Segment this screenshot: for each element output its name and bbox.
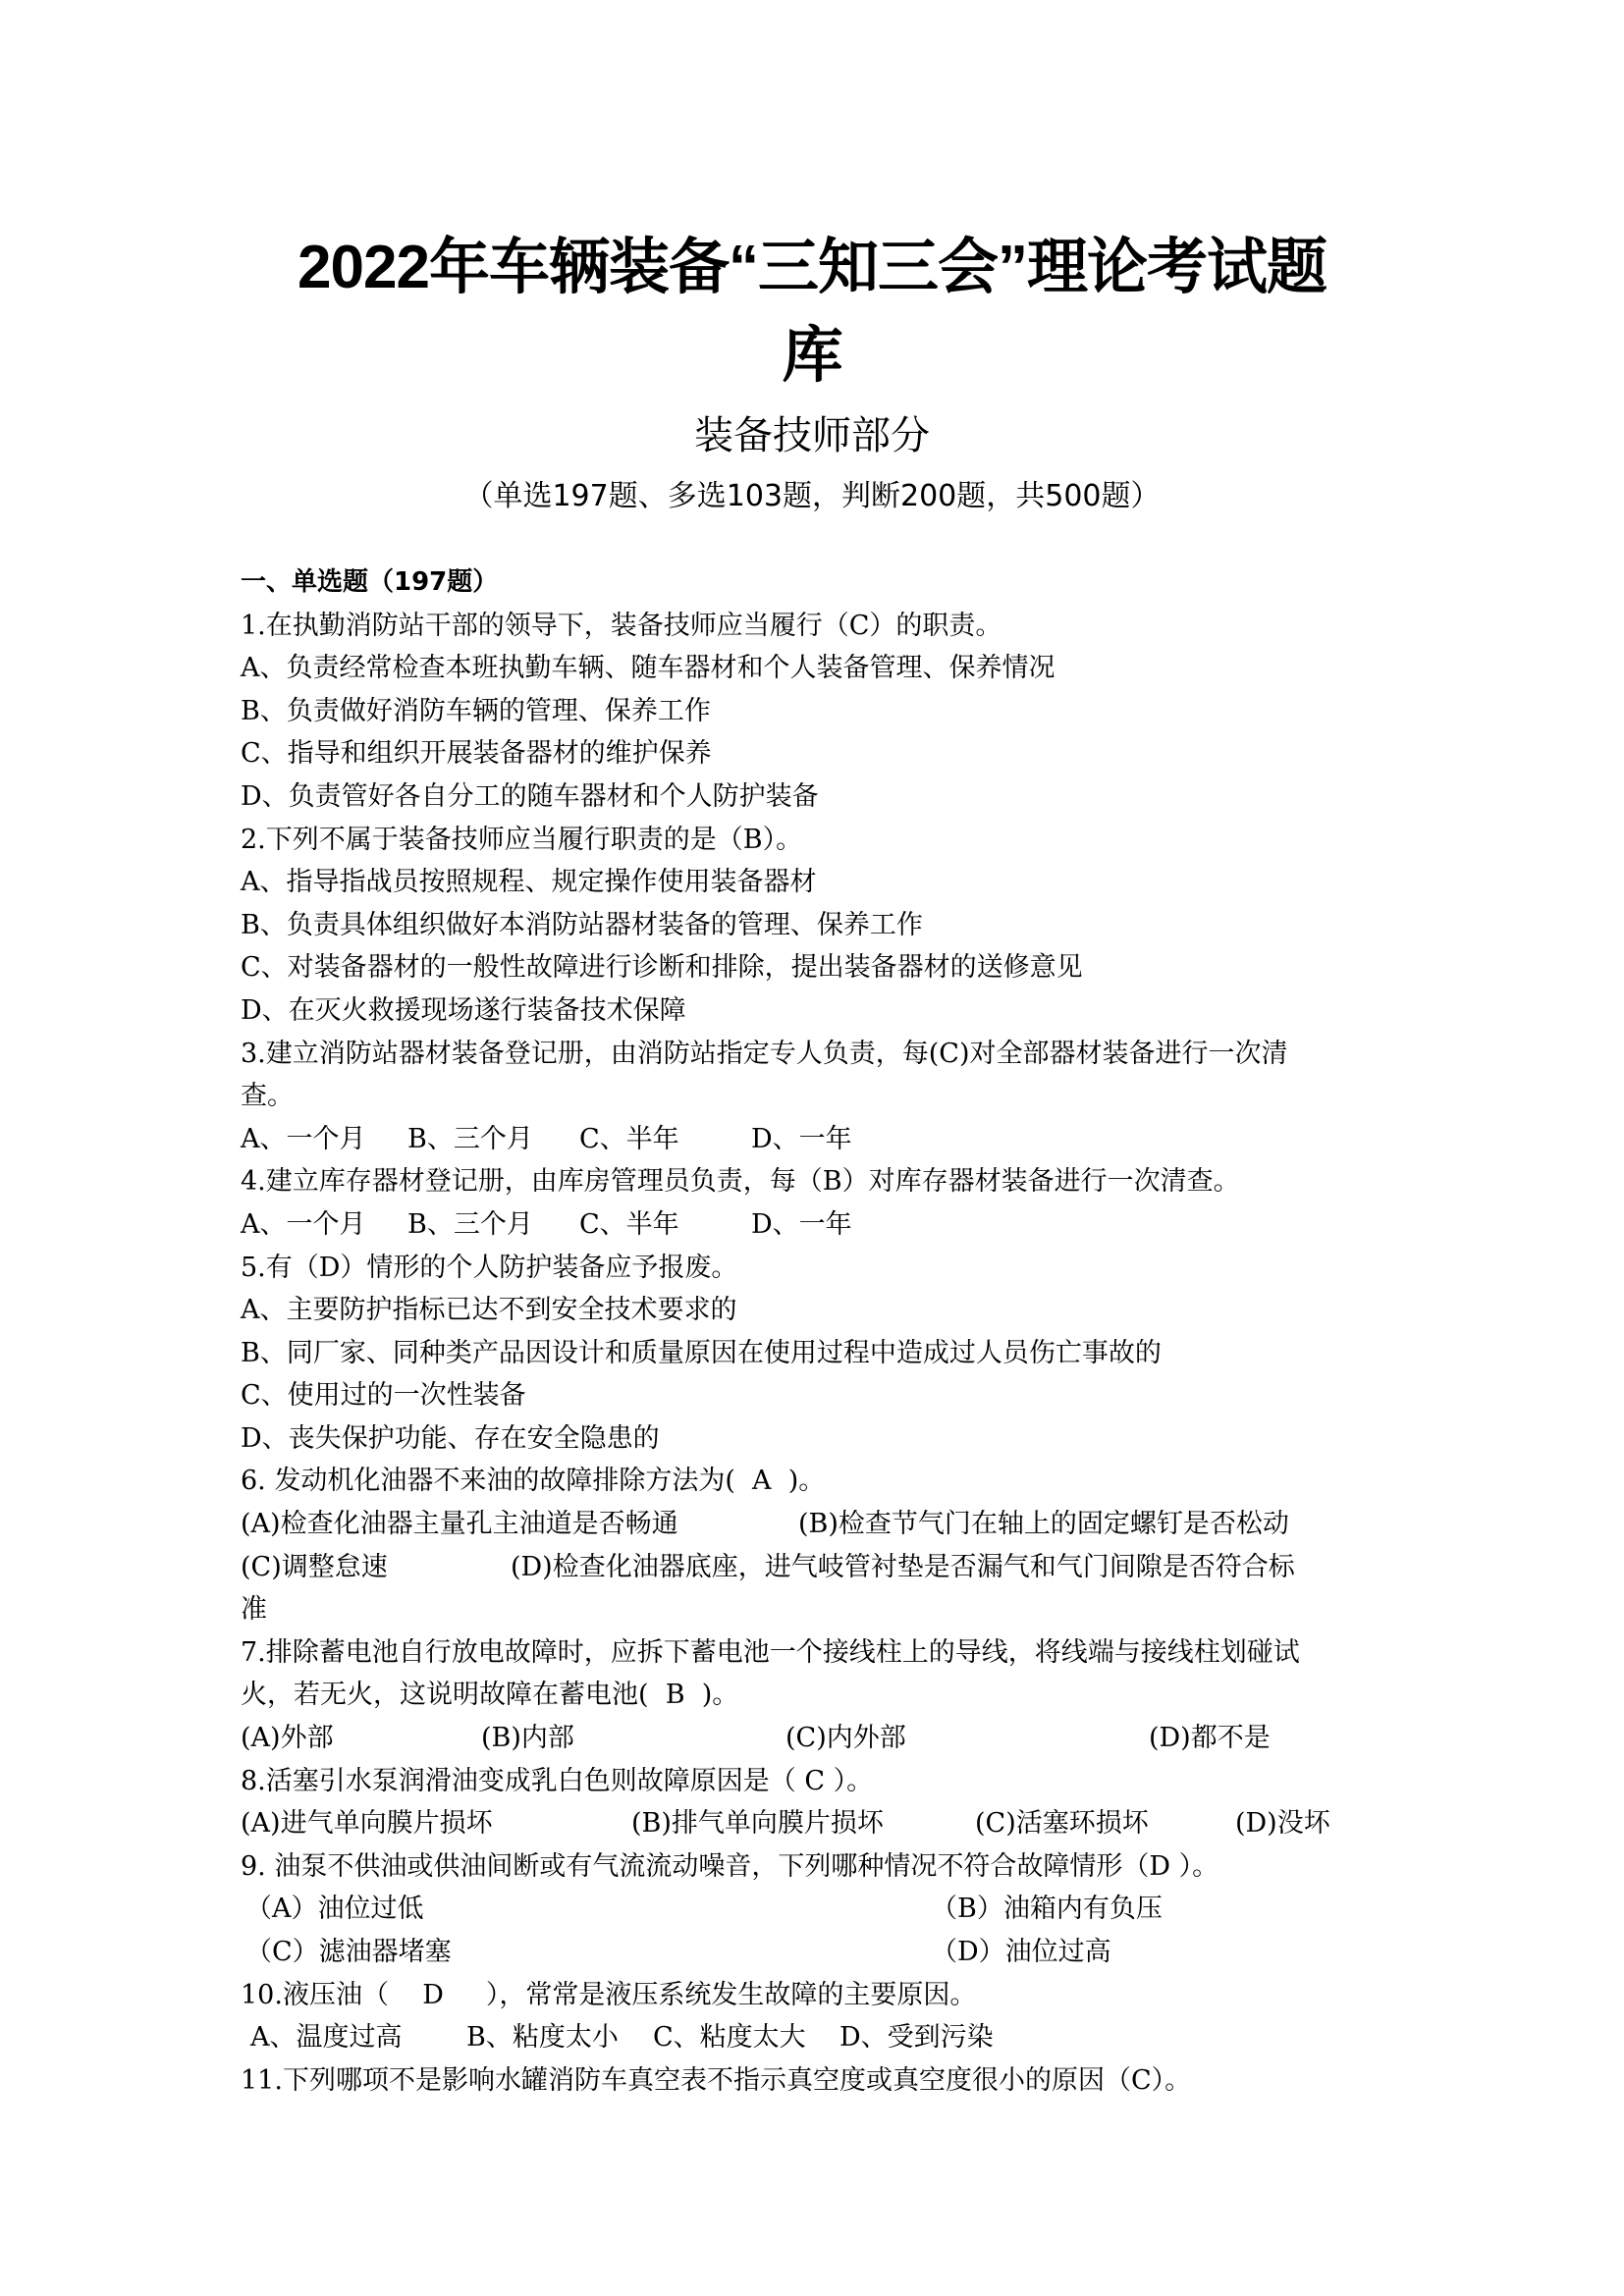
question-option: A、温度过高 [250, 2022, 403, 2054]
question-option: B、负责做好消防车辆的管理、保养工作 [241, 695, 711, 726]
document-title-line1: 2022年车辆装备“三知三会”理论考试题 [298, 234, 1326, 301]
question-option: C、半年 [579, 1208, 679, 1240]
question-stem: 5.有（D）情形的个人防护装备应予报废。 [241, 1252, 738, 1283]
question-options-row [241, 2016, 1399, 2059]
question-option: （C）滤油器堵塞 [245, 1937, 452, 1967]
question-option: B、负责具体组织做好本消防站器材装备的管理、保养工作 [241, 909, 923, 940]
question-stem: 9. 油泵不供油或供油间断或有气流流动噪音，下列哪种情况不符合故障情形（D ）。 [241, 1850, 1219, 1882]
question-option-continuation: 准 [241, 1594, 267, 1626]
question-option: (A)检查化油器主量孔主油道是否畅通 [241, 1509, 678, 1540]
question-option: B、三个月 [407, 1208, 533, 1240]
question-stem: 2.下列不属于装备技师应当履行职责的是（B）。 [241, 824, 803, 855]
question-stem-continuation: 火，若无火，这说明故障在蓄电池( B )。 [241, 1680, 739, 1711]
question-option: D、丧失保护功能、存在安全隐患的 [241, 1422, 660, 1454]
question-option: D、在灭火救援现场遂行装备技术保障 [241, 994, 686, 1026]
question-option: C、指导和组织开展装备器材的维护保养 [241, 738, 712, 770]
question-option: A、一个月 [241, 1123, 366, 1154]
question-options-row [241, 1888, 1399, 1931]
question-option: A、负责经常检查本班执勤车辆、随车器材和个人装备管理、保养情况 [241, 653, 1056, 684]
question-option: (A)外部 [241, 1723, 334, 1754]
question-option: (B)排气单向膜片损坏 [631, 1808, 884, 1840]
question-option: D、负责管好各自分工的随车器材和个人防护装备 [241, 780, 819, 812]
question-options-row [241, 1203, 1399, 1247]
question-option: D、一年 [751, 1208, 852, 1240]
question-option: (C)内外部 [785, 1723, 906, 1754]
question-option: C、粘度太大 [653, 2022, 806, 2054]
question-option: B、三个月 [407, 1123, 533, 1154]
question-option: A、指导指战员按照规程、规定操作使用装备器材 [241, 867, 817, 898]
question-option: (B)内部 [481, 1723, 574, 1754]
question-options-row [241, 1802, 1399, 1845]
question-option: B、同厂家、同种类产品因设计和质量原因在使用过程中造成过人员伤亡事故的 [241, 1337, 1162, 1368]
document-title-line2: 库 [782, 322, 842, 390]
section-heading: 一、单选题（197题） [241, 567, 499, 597]
question-option: (C)活塞环损坏 [975, 1808, 1149, 1840]
question-option: C、半年 [579, 1123, 679, 1154]
question-options-row [241, 1931, 1399, 1974]
question-option: C、使用过的一次性装备 [241, 1380, 526, 1412]
question-option: A、主要防护指标已达不到安全技术要求的 [241, 1295, 737, 1326]
question-option: (B)检查节气门在轴上的固定螺钉是否松动 [798, 1509, 1289, 1540]
question-stem: 4.建立库存器材登记册，由库房管理员负责，每（B）对库存器材装备进行一次清查。 [241, 1166, 1240, 1198]
question-count-summary: （单选197题、多选103题，判断200题，共500题） [463, 479, 1161, 513]
question-stem: 3.建立消防站器材装备登记册，由消防站指定专人负责，每(C)对全部器材装备进行一次清 [241, 1038, 1288, 1069]
question-option: （B）油箱内有负压 [931, 1894, 1163, 1925]
question-option: D、一年 [751, 1123, 852, 1154]
question-option: (D)都不是 [1149, 1723, 1271, 1754]
question-options-row [241, 1546, 1399, 1589]
question-option: (D)没坏 [1235, 1808, 1330, 1840]
question-option: C、对装备器材的一般性故障进行诊断和排除，提出装备器材的送修意见 [241, 952, 1083, 984]
question-stem-continuation: 查。 [241, 1081, 294, 1112]
question-option: (C)调整怠速 [241, 1551, 388, 1582]
question-stem: 7.排除蓄电池自行放电故障时，应拆下蓄电池一个接线柱上的导线，将线端与接线柱划碰试 [241, 1636, 1300, 1668]
question-stem: 8.活塞引水泵润滑油变成乳白色则故障原因是（ C ）。 [241, 1765, 874, 1796]
question-option: （A）油位过低 [245, 1894, 424, 1925]
question-option: D、受到污染 [839, 2022, 994, 2054]
question-option: （D）油位过高 [931, 1937, 1111, 1967]
question-options-row [241, 1118, 1399, 1161]
question-option: (A)进气单向膜片损坏 [241, 1808, 493, 1840]
question-option: A、一个月 [241, 1208, 366, 1240]
question-options-row [241, 1503, 1399, 1546]
question-option: (D)检查化油器底座，进气岐管衬垫是否漏气和气门间隙是否符合标 [511, 1551, 1295, 1582]
document-subtitle: 装备技师部分 [694, 413, 930, 458]
question-options-row [241, 1717, 1399, 1760]
question-stem: 6. 发动机化油器不来油的故障排除方法为( A )。 [241, 1466, 826, 1497]
question-stem: 1.在执勤消防站干部的领导下，装备技师应当履行（C）的职责。 [241, 610, 1002, 641]
question-option: B、粘度太小 [466, 2022, 619, 2054]
question-stem: 11.下列哪项不是影响水罐消防车真空表不指示真空度或真空度很小的原因（C）。 [241, 2064, 1192, 2096]
question-list [241, 561, 1399, 2102]
question-stem: 10.液压油（ D ），常常是液压系统发生故障的主要原因。 [241, 1979, 977, 2010]
